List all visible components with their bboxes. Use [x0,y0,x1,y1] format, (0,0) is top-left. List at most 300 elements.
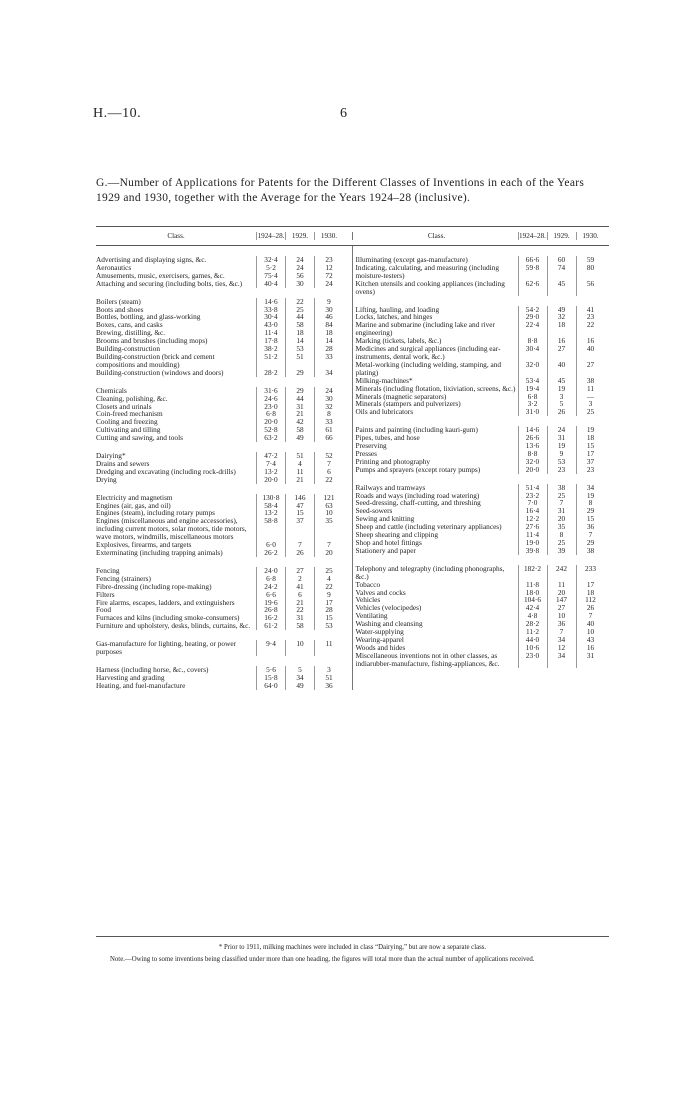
class-cell: Filters [96,589,115,599]
y1930-cell: 59 [576,256,605,264]
table-row [96,434,352,442]
class-cell: Heating, and fuel-manufacture [96,680,186,690]
class-cell: Furnaces and kilns (including smoke-consumers) [96,613,240,623]
class-cell: Building-construction [96,344,161,354]
avg-cell: 10·6 [518,644,547,652]
row-group [356,565,610,668]
avg-cell: 6·8 [518,393,547,401]
avg-cell: 26·2 [256,549,285,557]
class-cell: Fire alarms, escapes, ladders, and extinguishers [96,597,235,607]
y1930-cell: 46 [314,313,343,321]
avg-cell: 17·8 [256,337,285,345]
avg-cell: 75·4 [256,272,285,280]
y1929-cell: 40 [547,361,576,377]
y1929-cell: 25 [547,492,576,500]
avg-cell: 13·2 [256,468,285,476]
avg-cell: 7·4 [256,460,285,468]
avg-cell: 8·8 [518,450,547,458]
y1929-cell: 49 [285,434,314,442]
y1929-cell: 29 [285,369,314,377]
table-row [356,565,610,581]
class-cell: Engines (steam), including rotary pumps [96,508,215,518]
y1929-cell: 24 [285,264,314,272]
y1929-cell: 44 [285,395,314,403]
class-cell: Medicines and surgical appliances (including ear-instruments, dental work, &c.) [355,344,501,361]
y1929-cell: 7 [285,541,314,549]
class-cell: Bottles, bottling, and glass-working [96,312,201,322]
y1929-cell: 5 [285,666,314,674]
avg-cell: 12·2 [518,515,547,523]
left-column [96,246,353,690]
table-row [356,321,610,337]
y1930-cell: 6 [314,468,343,476]
y1930-cell: 29 [576,539,605,547]
table-row [96,280,352,288]
y1930-cell: 17 [314,599,343,607]
y1929-cell: 30 [285,280,314,288]
footnotes [96,936,609,964]
col-1929: 1929. [547,232,576,240]
y1930-cell: 36 [314,682,343,690]
y1930-cell: 28 [314,345,343,353]
y1930-cell: 34 [314,369,343,377]
y1929-cell: 21 [285,410,314,418]
y1930-cell: 51 [314,674,343,682]
y1930-cell: 7 [314,541,343,549]
y1929-cell: 31 [547,507,576,515]
class-cell: Chemicals [96,385,127,395]
table-row [96,369,352,377]
y1930-cell: 9 [314,591,343,599]
y1930-cell: 121 [314,494,343,502]
y1929-cell: 42 [285,418,314,426]
y1929-cell: 18 [547,321,576,337]
y1930-cell: 25 [314,567,343,575]
class-cell: Paints and painting (including kauri-gum) [355,425,478,435]
footnote-note: Note.—Owing to some inventions being classified under more than one heading, the figures will total more than the actual number of applications received. [110,956,535,963]
avg-cell: 5·6 [256,666,285,674]
y1929-cell: 49 [285,682,314,690]
class-cell: Indicating, calculating, and measuring (including moisture-testers) [355,262,499,280]
y1929-cell: 15 [285,509,314,517]
row-group [356,426,610,473]
y1929-cell: 38 [547,484,576,492]
class-cell: Brooms and brushes (including mops) [96,336,208,346]
y1929-cell: 19 [547,385,576,393]
y1930-cell: 9 [314,298,343,306]
row-group [96,640,352,656]
table-row [96,468,352,476]
y1929-cell: 3 [547,393,576,401]
y1930-cell: 37 [576,458,605,466]
class-cell: Minerals (stampers and pulverizers) [355,399,461,409]
y1929-cell: 19 [547,442,576,450]
y1929-cell: 58 [285,321,314,329]
y1930-cell: 16 [576,337,605,345]
row-group [96,387,352,442]
y1930-cell: 11 [576,385,605,393]
avg-cell: 11·8 [518,581,547,589]
y1929-cell: 27 [285,567,314,575]
y1930-cell: 32 [314,403,343,411]
y1929-cell: 20 [547,589,576,597]
y1930-cell: 22 [314,583,343,591]
class-cell: Drying [96,474,117,484]
class-cell: Pumps and sprayers (except rotary pumps) [355,464,481,474]
avg-cell: 62·6 [518,280,547,296]
avg-cell: 43·0 [256,321,285,329]
y1929-cell: 27 [547,345,576,361]
class-cell: Coin-freed mechanism [96,409,163,419]
avg-cell: 8·8 [518,337,547,345]
avg-cell: 58·4 [256,502,285,510]
class-cell: Drains and sewers [96,458,150,468]
avg-cell: 40·4 [256,280,285,288]
y1929-cell: 9 [547,450,576,458]
avg-cell: 51·2 [256,353,285,369]
y1929-cell: 18 [285,329,314,337]
avg-cell: 32·0 [518,361,547,377]
y1930-cell: 40 [576,345,605,361]
avg-cell: 3·2 [518,400,547,408]
avg-cell: 6·8 [256,575,285,583]
avg-cell: 24·0 [256,567,285,575]
row-group [96,666,352,690]
y1929-cell: 22 [285,298,314,306]
y1930-cell: 112 [576,596,605,604]
y1930-cell: 33 [314,353,343,369]
avg-cell: 30·4 [256,313,285,321]
y1929-cell: 31 [547,434,576,442]
avg-cell: 31·0 [518,408,547,416]
y1929-cell: 8 [547,531,576,539]
y1929-cell: 10 [285,640,314,656]
row-group [96,452,352,484]
y1930-cell: 28 [314,606,343,614]
class-cell: Vehicles (velocipedes) [355,603,422,613]
y1930-cell: 27 [576,361,605,377]
y1929-cell: 34 [285,674,314,682]
class-cell: Building-construction (windows and doors) [96,367,224,377]
y1929-cell: 24 [285,256,314,264]
class-cell: Explosives, firearms, and targets [96,540,192,550]
class-cell: Attaching and securing (including bolts, ties, &c.) [96,278,243,288]
y1930-cell: 10 [314,509,343,517]
y1930-cell: 4 [314,575,343,583]
avg-cell: 20·0 [518,466,547,474]
class-cell: Seed-dressing, chaff-cutting, and threshing [355,498,481,508]
class-cell: Brewing, distilling, &c. [96,328,166,338]
table-row [356,442,610,450]
row-group [96,298,352,377]
class-cell: Tobacco [355,579,381,589]
class-cell: Milking-machines* [355,375,413,385]
y1930-cell: 52 [314,452,343,460]
y1929-cell: 36 [547,620,576,628]
table-row [96,256,352,264]
y1929-cell: 23 [547,466,576,474]
y1929-cell: 146 [285,494,314,502]
row-group [356,256,610,296]
table-row [96,517,352,541]
col-avg: 1924–28. [519,232,546,240]
avg-cell: 20·0 [256,476,285,484]
avg-cell: 42·4 [518,604,547,612]
y1930-cell: 8 [314,410,343,418]
y1929-cell: 4 [285,460,314,468]
y1930-cell: 43 [576,636,605,644]
class-cell: Roads and ways (including road watering) [355,490,480,500]
class-cell: Printing and photography [355,456,431,466]
class-cell: Marking (tickets, labels, &c.) [355,336,442,346]
y1929-cell: 56 [285,272,314,280]
avg-cell: 23·0 [256,403,285,411]
avg-cell: 19·0 [518,539,547,547]
avg-cell: 32·0 [518,458,547,466]
col-avg: 1924–28. [257,232,285,240]
y1930-cell: 26 [576,604,605,612]
y1929-cell: 21 [285,599,314,607]
y1930-cell: 56 [576,280,605,296]
avg-cell: 11·2 [518,628,547,636]
y1929-cell: 7 [547,499,576,507]
avg-cell: 19·4 [518,385,547,393]
table-row [356,652,610,668]
y1930-cell: 22 [314,476,343,484]
table-title: G.—Number of Applications for Patents for the Different Classes of Inventions in each of the Years 1929 and 1930, together with the Average for the Years 1924–28 (inclusive). [96,177,585,204]
y1929-cell: 25 [285,306,314,314]
row-group [356,484,610,555]
table-row [356,264,610,280]
y1930-cell: 35 [314,517,343,541]
class-cell: Ventilating [355,611,388,621]
avg-cell: 6·6 [256,591,285,599]
class-cell: Closets and urinals [96,401,152,411]
class-cell: Gas-manufacture for lighting, heating, or power purposes [96,639,237,657]
y1930-cell: 17 [576,450,605,458]
y1929-cell: 34 [547,636,576,644]
y1930-cell: — [576,393,605,401]
y1929-cell: 16 [547,337,576,345]
class-cell: Cultivating and tilling [96,425,161,435]
y1929-cell: 14 [285,337,314,345]
y1930-cell: 22 [576,321,605,337]
avg-cell: 130·8 [256,494,285,502]
class-cell: Sewing and knitting [355,514,415,524]
y1929-cell: 12 [547,644,576,652]
avg-cell: 6·0 [256,541,285,549]
class-cell: Oils and lubricators [355,407,414,417]
table-row [356,345,610,361]
y1929-cell: 31 [285,403,314,411]
avg-cell: 18·0 [518,589,547,597]
class-cell: Furniture and upholstery, desks, blinds, curtains, &c. [96,621,251,631]
class-cell: Boots and shoes [96,304,144,314]
y1930-cell: 3 [576,400,605,408]
class-cell: Dairying* [96,451,126,461]
y1929-cell: 58 [285,426,314,434]
y1930-cell: 18 [576,434,605,442]
row-group [356,306,610,417]
class-cell: Sheep and cattle (including veterinary appliances) [355,522,502,532]
y1929-cell: 27 [547,604,576,612]
y1930-cell: 18 [314,329,343,337]
y1929-cell: 11 [285,468,314,476]
avg-cell: 24·6 [256,395,285,403]
class-cell: Aeronautics [96,262,132,272]
avg-cell: 54·2 [518,306,547,314]
avg-cell: 9·4 [256,640,285,656]
y1930-cell: 15 [576,442,605,450]
table-row [96,549,352,557]
avg-cell: 59·8 [518,264,547,280]
y1930-cell: 61 [314,426,343,434]
y1930-cell: 24 [314,280,343,288]
y1930-cell: 15 [314,614,343,622]
y1930-cell: 23 [576,466,605,474]
avg-cell: 44·0 [518,636,547,644]
y1929-cell: 74 [547,264,576,280]
table-row [96,622,352,630]
class-cell: Sheep shearing and clipping [355,530,438,540]
class-cell: Fibre-dressing (including rope-making) [96,581,212,591]
avg-cell: 13·2 [256,509,285,517]
class-cell: Minerals (magnetic separators) [355,391,447,401]
avg-cell: 15·8 [256,674,285,682]
y1930-cell: 38 [576,377,605,385]
avg-cell: 28·2 [256,369,285,377]
y1929-cell: 6 [285,591,314,599]
row-group [96,494,352,557]
y1929-cell: 147 [547,596,576,604]
table-row [356,361,610,377]
avg-cell: 38·2 [256,345,285,353]
y1929-cell: 34 [547,652,576,668]
class-cell: Stationery and paper [355,545,416,555]
y1930-cell: 11 [314,640,343,656]
y1930-cell: 30 [314,306,343,314]
y1930-cell: 63 [314,502,343,510]
y1929-cell: 26 [285,549,314,557]
class-cell: Presses [355,448,377,458]
class-cell: Lifting, hauling, and loading [355,304,440,314]
y1930-cell: 40 [576,620,605,628]
class-cell: Harness (including horse, &c., covers) [96,664,209,674]
avg-cell: 28·2 [518,620,547,628]
y1930-cell: 14 [314,337,343,345]
y1929-cell: 242 [547,565,576,581]
class-cell: Water-supplying [355,627,404,637]
avg-cell: 32·4 [256,256,285,264]
y1929-cell: 41 [285,583,314,591]
class-cell: Boxes, cans, and casks [96,320,163,330]
col-1930: 1930. [314,232,343,240]
y1930-cell: 7 [576,531,605,539]
y1929-cell: 60 [547,256,576,264]
y1930-cell: 17 [576,581,605,589]
y1929-cell: 58 [285,622,314,630]
class-cell: Dredging and excavating (including rock-drills) [96,466,236,476]
table-row [96,682,352,690]
class-cell: Preserving [355,441,387,451]
class-cell: Engines (air, gas, and oil) [96,500,171,510]
avg-cell: 64·0 [256,682,285,690]
avg-cell: 14·6 [256,298,285,306]
avg-cell: 104·6 [518,596,547,604]
col-1929: 1929. [285,232,314,240]
table-row [356,547,610,555]
avg-cell: 26·6 [518,434,547,442]
col-class: Class. [167,232,185,240]
avg-cell: 39·8 [518,547,547,555]
table-row [356,280,610,296]
row-group [96,567,352,630]
table-header [96,226,609,246]
avg-cell: 29·0 [518,313,547,321]
table-row [356,434,610,442]
y1930-cell: 10 [576,628,605,636]
table-row [96,599,352,607]
y1929-cell: 26 [547,408,576,416]
y1930-cell: 24 [314,387,343,395]
avg-cell: 30·4 [518,345,547,361]
y1930-cell: 15 [576,515,605,523]
class-cell: Harvesting and grading [96,672,165,682]
class-cell: Locks, latches, and hinges [355,312,433,322]
table-row [356,499,610,507]
table-row [356,408,610,416]
y1929-cell: 53 [285,345,314,353]
y1930-cell: 19 [576,426,605,434]
class-cell: Wearing-apparel [355,634,404,644]
avg-cell: 27·6 [518,523,547,531]
class-cell: Shop and hotel fittings [355,538,422,547]
avg-cell: 14·6 [518,426,547,434]
class-cell: Valves and cocks [355,587,406,597]
y1929-cell: 51 [285,452,314,460]
y1930-cell: 80 [576,264,605,280]
class-cell: Cutting and sawing, and tools [96,433,183,443]
class-cell: Amusements, music, exercisers, games, &c. [96,270,225,280]
avg-cell: 66·6 [518,256,547,264]
y1930-cell: 7 [576,612,605,620]
y1930-cell: 29 [576,507,605,515]
y1929-cell: 25 [547,539,576,547]
class-cell: Marine and submarine (including lake and river engineering) [355,320,495,338]
y1930-cell: 33 [314,418,343,426]
y1929-cell: 5 [547,400,576,408]
y1929-cell: 24 [547,426,576,434]
y1929-cell: 45 [547,377,576,385]
page-number: 6 [340,106,347,121]
y1929-cell: 2 [285,575,314,583]
y1930-cell: 84 [314,321,343,329]
y1930-cell: 23 [576,313,605,321]
avg-cell: 16·2 [256,614,285,622]
class-cell: Kitchen utensils and cooking appliances (including ovens) [355,278,505,296]
class-cell: Telephony and telegraphy (including phonographs, &c.) [355,563,505,581]
y1930-cell: 12 [314,264,343,272]
y1929-cell: 31 [285,614,314,622]
class-cell: Advertising and displaying signs, &c. [96,255,207,264]
y1929-cell: 32 [547,313,576,321]
avg-cell: 20·0 [256,418,285,426]
class-cell: Minerals (including flotation, lixiviation, screens, &c.) [355,383,516,393]
class-cell: Exterminating (including trapping animals) [96,548,223,557]
y1929-cell: 53 [547,458,576,466]
y1929-cell: 51 [285,353,314,369]
y1929-cell: 7 [547,628,576,636]
